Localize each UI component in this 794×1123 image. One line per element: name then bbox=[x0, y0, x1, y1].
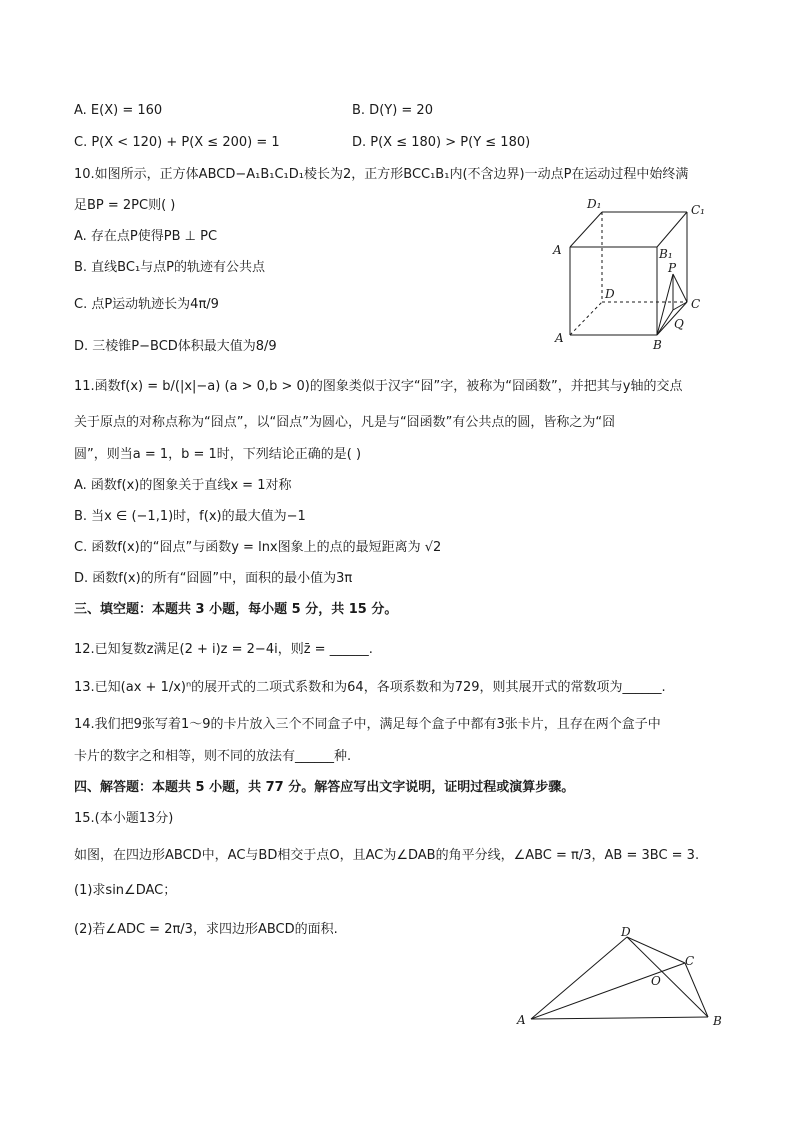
label-c1: C₁ bbox=[691, 203, 705, 217]
section4-heading: 四、解答题：本题共 5 小题，共 77 分。解答应写出文字说明，证明过程或演算步骤。 bbox=[74, 780, 575, 795]
q15-title: 15.(本小题13分) bbox=[74, 811, 174, 826]
label-a: A bbox=[517, 1013, 526, 1027]
q10-stem-line1: 10.如图所示，正方体ABCD−A₁B₁C₁D₁棱长为2，正方形BCC₁B₁内(不含边界)一动点P在运动过程中始终满 bbox=[74, 167, 689, 182]
label-d: D bbox=[605, 287, 615, 301]
q13: 13.已知(ax + 1/x)ⁿ的展开式的二项式系数和为64，各项系数和为729，则其展开式的常数项为______. bbox=[74, 680, 666, 695]
q9-option-d: D. P(X ≤ 180) > P(Y ≤ 180) bbox=[352, 135, 531, 150]
label-p: P bbox=[668, 261, 677, 275]
q10-option-d: D. 三棱锥P−BCD体积最大值为8/9 bbox=[74, 339, 277, 354]
q14-line1: 14.我们把9张写着1～9的卡片放入三个不同盒子中，满足每个盒子中都有3张卡片，且存在两个盒子中 bbox=[74, 717, 661, 732]
q9-option-b: B. D(Y) = 20 bbox=[352, 103, 433, 118]
label-a-bottom: A bbox=[555, 331, 564, 345]
q15-part2: (2)若∠ADC = 2π/3，求四边形ABCD的面积. bbox=[74, 922, 338, 937]
label-b: B bbox=[713, 1014, 722, 1028]
q15-part1: (1)求sin∠DAC； bbox=[74, 883, 177, 898]
q14-line2: 卡片的数字之和相等，则不同的放法有______种. bbox=[74, 749, 352, 764]
q12: 12.已知复数z满足(2 + i)z = 2−4i，则z̄ = ______. bbox=[74, 642, 373, 657]
q9-option-a: A. E(X) = 160 bbox=[74, 103, 163, 118]
label-c: C bbox=[691, 297, 701, 311]
q10-stem-line2: 足BP = 2PC则( ) bbox=[74, 198, 176, 213]
q11-line2: 关于原点的对称点称为“囧点”，以“囧点”为圆心，凡是与“囧函数”有公共点的圆，皆称之为“囧 bbox=[74, 415, 616, 430]
q11-option-b: B. 当x ∈ (−1,1)时，f(x)的最大值为−1 bbox=[74, 509, 306, 524]
quadrilateral-figure bbox=[505, 920, 740, 1035]
label-b: B bbox=[653, 338, 662, 352]
label-c: C bbox=[685, 954, 695, 968]
q10-option-a: A. 存在点P使得PB ⊥ PC bbox=[74, 229, 218, 244]
label-b1: B₁ bbox=[659, 247, 673, 261]
q11-option-a: A. 函数f(x)的图象关于直线x = 1对称 bbox=[74, 478, 292, 493]
q15-stem: 如图，在四边形ABCD中，AC与BD相交于点O，且AC为∠DAB的角平分线，∠ABC = π/3，AB = 3BC = 3. bbox=[74, 848, 700, 863]
label-q: Q bbox=[674, 317, 684, 331]
label-d: D bbox=[621, 925, 631, 939]
q11-line1: 11.函数f(x) = b/(|x|−a) (a > 0,b > 0)的图象类似于汉字“囧”字，被称为“囧函数”，并把其与y轴的交点 bbox=[74, 379, 683, 394]
q10-option-b: B. 直线BC₁与点P的轨迹有公共点 bbox=[74, 260, 266, 275]
q11-option-c: C. 函数f(x)的“囧点”与函数y = lnx图象上的点的最短距离为 √2 bbox=[74, 540, 442, 555]
q9-option-c: C. P(X < 120) + P(X ≤ 200) = 1 bbox=[74, 135, 280, 150]
label-a-top: A bbox=[553, 243, 562, 257]
q11-option-d: D. 函数f(x)的所有“囧圆”中，面积的最小值为3π bbox=[74, 571, 353, 586]
label-d1: D₁ bbox=[587, 197, 602, 211]
section3-heading: 三、填空题：本题共 3 小题，每小题 5 分，共 15 分。 bbox=[74, 602, 398, 617]
label-o: O bbox=[651, 974, 661, 988]
q10-option-c: C. 点P运动轨迹长为4π/9 bbox=[74, 297, 219, 312]
q11-line3: 圆”，则当a = 1，b = 1时，下列结论正确的是( ) bbox=[74, 447, 362, 462]
cube-figure bbox=[545, 192, 725, 357]
